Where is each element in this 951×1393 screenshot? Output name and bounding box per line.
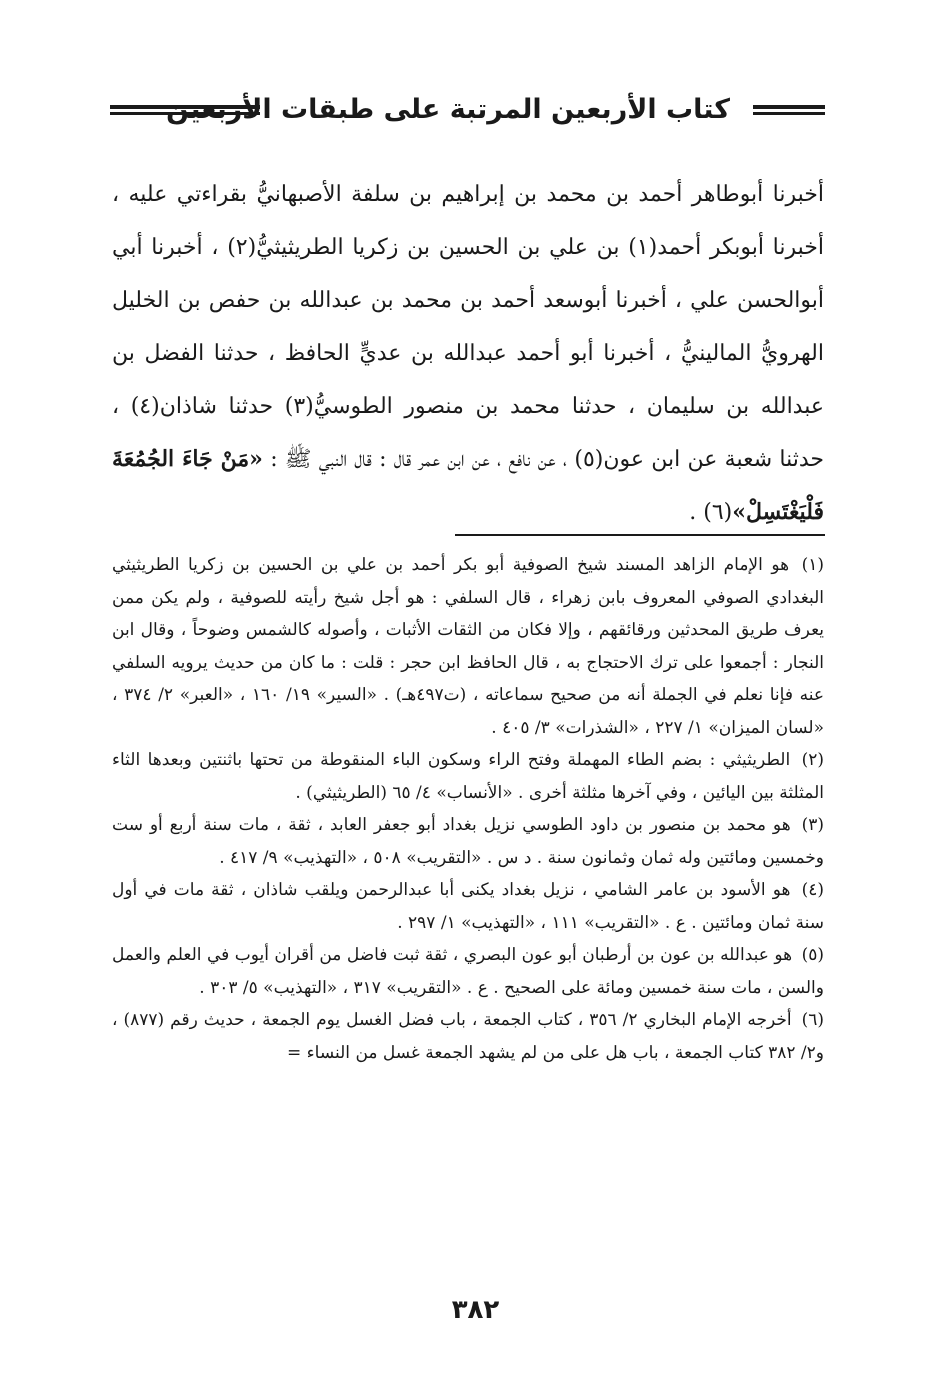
footnote-text: هو الأسود بن عامر الشامي ، نزيل بغداد يكنى أبا عبدالرحمن ويلقب شاذان ، ثقة مات في أول سنة ثمان ومائتين . ع . «التقريب» ١١١ ، «التهذيب» ١/ ٢٩٧ . (112, 880, 824, 933)
footnote-number: (٦) (801, 1010, 824, 1030)
running-header (110, 88, 825, 134)
footnote-text: الطريثيثي : بضم الطاء المهملة وفتح الراء وسكون الباء المنقوطة من تحتها باثنتين وبعدها الثاء المثلثة بين اليائين ، وفي آخرها مثلثة أخرى . «الأنساب» ٤/ ٦٥ (الطريثيثي) . (112, 750, 824, 803)
footnote-1 (112, 549, 824, 744)
footnotes (112, 549, 824, 1069)
footnote-number: (٤) (801, 880, 824, 900)
main-text-block (112, 168, 824, 539)
footnote-number: (١) (801, 555, 824, 575)
hadith-quote: «مَنْ جَاءَ الجُمُعَةَ فَلْيَغْتَسِلْ» (112, 446, 824, 525)
footnote-number: (٥) (801, 945, 824, 965)
footnote-separator (455, 534, 825, 536)
header-rule-left (110, 105, 260, 115)
book-title: كتاب الأربعين المرتبة على طبقات الأربعين (166, 94, 730, 125)
footnote-3 (112, 809, 824, 874)
footnote-text: هو الإمام الزاهد المسند شيخ الصوفية أبو بكر أحمد بن علي بن الحسين بن زكريا الطريثيثي البغدادي الصوفي المعروف بابن زهراء ، قال السلفي : هو أجل شيخ رأيته للصوفية ، ولم يكن ممن يعرف طريق المحدثين ورقائقهم ، وإلا فكان من الثقات الأثبات ، وأصوله كالشمس وضوحاً ، وقال ابن النجار : أجمعوا على ترك الاحتجاج به ، قال الحافظ ابن حجر : قلت : ما كان من حديث يرويه السلفي عنه فإنا نعلم في الجملة أنه من صحيح سماعاته ، (ت٤٩٧هـ) . «السير» ١٩/ ١٦٠ ، «العبر» ٢/ ٣٧٤ ، «لسان الميزان» ١/ ٢٢٧ ، «الشذرات» ٣/ ٤٠٥ . (112, 555, 824, 738)
header-rule-right (753, 105, 825, 115)
footnote-text: هو عبدالله بن عون بن أرطبان أبو عون البصري ، ثقة ثبت فاضل من أقران أيوب في العلم والعمل والسن ، مات سنة خمسين ومائة على الصحيح . ع . «التقريب» ٣١٧ ، «التهذيب» ٥/ ٣٠٣ . (112, 945, 824, 998)
hadith-footnote-ref: (٦) . (689, 500, 733, 525)
footnote-2 (112, 744, 824, 809)
isnad-paragraph (112, 168, 824, 539)
isnad-text: أخبرنا أبوطاهر أحمد بن محمد بن إبراهيم بن سلفة الأصبهانيُّ بقراءتي عليه ، أخبرنا أبوبكر أحمد(١) بن علي بن الحسين بن زكريا الطريثيثيُّ(٢) ، أخبرنا أبي أبوالحسن علي ، أخبرنا أبوسعد أحمد بن محمد بن عبدالله بن حفص بن الخليل الهرويُّ المالينيُّ ، أخبرنا أبو أحمد عبدالله بن عديٍّ الحافظ ، حدثنا الفضل بن عبدالله بن سليمان ، حدثنا محمد بن منصور الطوسيُّ(٣) حدثنا شاذان(٤) ، حدثنا شعبة عن ابن عون(٥) ، عن نافع ، عن ابن عمر قال : قال النبي ﷺ : (112, 182, 824, 472)
footnote-number: (٢) (801, 750, 825, 770)
footnote-text: هو محمد بن منصور بن داود الطوسي نزيل بغداد أبو جعفر العابد ، ثقة ، مات سنة أربع أو ست وخمسين ومائتين وله ثمان وثمانون سنة . د س . «التقريب» ٥٠٨ ، «التهذيب» ٩/ ٤١٧ . (112, 815, 824, 868)
footnote-text: أخرجه الإمام البخاري ٢/ ٣٥٦ ، كتاب الجمعة ، باب فضل الغسل يوم الجمعة ، حديث رقم (٨٧٧) ، و٢/ ٣٨٢ كتاب الجمعة ، باب هل على من لم يشهد الجمعة غسل من النساء = (112, 1010, 824, 1063)
footnote-4 (112, 874, 824, 939)
footnote-number: (٣) (801, 815, 824, 835)
footnote-5 (112, 939, 824, 1004)
page-number: ٣٨٢ (451, 1295, 500, 1325)
footnote-6 (112, 1004, 824, 1069)
